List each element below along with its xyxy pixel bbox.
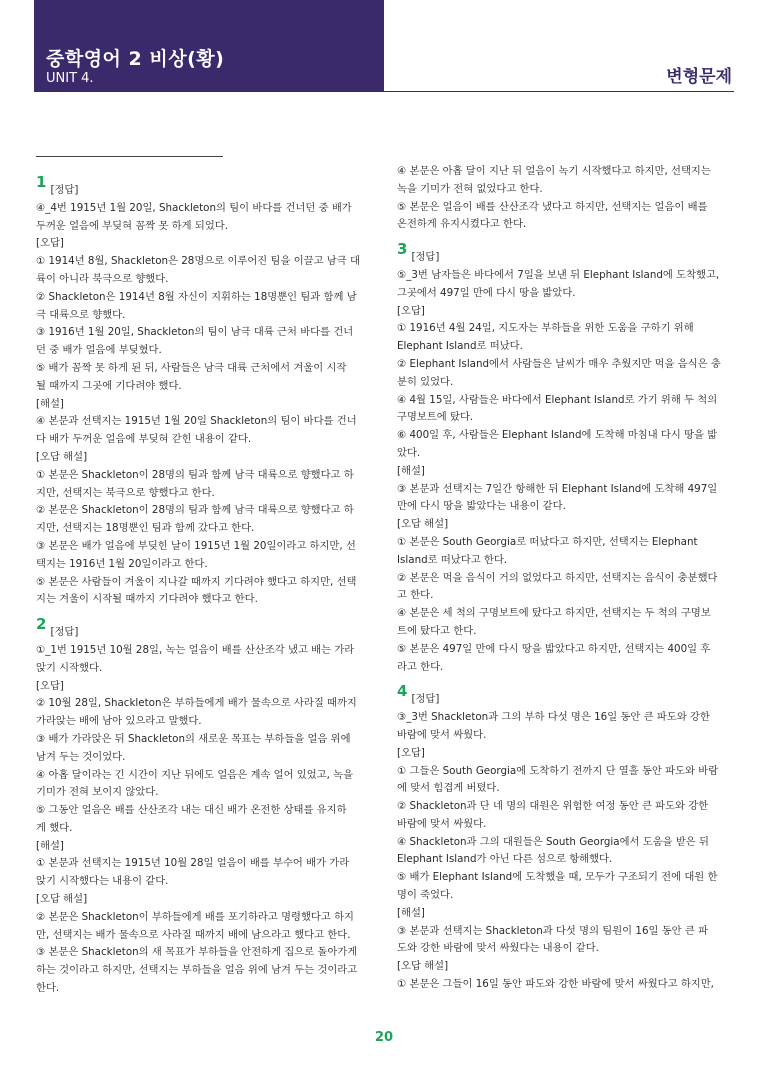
text-line: 트에 탔다고 한다. bbox=[397, 624, 477, 637]
text-line: 만, 선택지는 배가 물속으로 사라질 때까지 배에 남으라고 했다고 한다. bbox=[36, 928, 351, 941]
text-line: 라고 한다. bbox=[397, 660, 444, 673]
text-line: 구명보트에 탔다. bbox=[397, 411, 474, 424]
content-rule bbox=[36, 156, 223, 157]
answer-tag: [정답] bbox=[50, 626, 79, 639]
text-line: ④ 본문은 아홉 달이 지난 뒤 얼음이 녹기 시작했다고 하지만, 선택지는 bbox=[397, 165, 711, 177]
text-line: 앉기 시작했다. bbox=[36, 661, 103, 674]
section-label: 변형문제 bbox=[666, 67, 732, 87]
text-line: ③ 배가 가라앉은 뒤 Shackleton의 새로운 목표는 부하들을 얼음 위에 bbox=[36, 732, 351, 745]
answer-tag: [정답] bbox=[50, 184, 79, 196]
text-line: ② Shackleton과 단 네 명의 대원은 위험한 여정 동안 큰 파도와 강한 bbox=[397, 800, 709, 813]
page-number: 20 bbox=[374, 1030, 394, 1045]
text-line: 가라앉는 배에 남아 있으라고 말했다. bbox=[36, 715, 202, 728]
text-line: ⑤_3번 남자들은 바다에서 7일을 보낸 뒤 Elephant Island에 도착했고, bbox=[397, 268, 720, 281]
text-line: [오답 해설] bbox=[397, 518, 449, 531]
text-line: 륙이 아니라 북극으로 향했다. bbox=[36, 272, 169, 285]
text-line: Island로 떠났다고 한다. bbox=[397, 553, 508, 566]
text-line: ⑤ 본문은 497일 만에 다시 땅을 밟았다고 하지만, 선택지는 400일 후 bbox=[397, 642, 711, 655]
text-line: 았다. bbox=[397, 446, 421, 459]
question-heading bbox=[36, 172, 370, 200]
text-line: ③_3번 Shackleton과 그의 부하 다섯 명은 16일 동안 큰 파도와 강한 bbox=[397, 711, 710, 724]
answer-tag: [정답] bbox=[411, 251, 440, 264]
text-line: [오답 해설] bbox=[36, 450, 88, 463]
text-line: [오답] bbox=[397, 746, 425, 759]
text-line: ⑥ 400일 후, 사람들은 Elephant Island에 도착해 마침내 다시 땅을 밟 bbox=[397, 429, 718, 442]
text-line: [오답] bbox=[36, 237, 64, 250]
text-line: ④ 4월 15일, 사람들은 바다에서 Elephant Island로 가기 위해 두 척의 bbox=[397, 393, 718, 406]
text-line: 그곳에서 497일 만에 다시 땅을 밟았다. bbox=[397, 286, 576, 299]
text-line: ⑤ 본문은 얼음이 배를 산산조각 냈다고 하지만, 선택지는 얼음이 배를 bbox=[397, 200, 708, 213]
text-line: 게 했다. bbox=[36, 821, 73, 834]
text-line: 한다. bbox=[36, 982, 60, 995]
text-line: 도와 강한 바람에 맞서 싸웠다는 내용이 같다. bbox=[397, 942, 599, 955]
text-line: ④ 본문과 선택지는 1915년 1월 20일 Shackleton의 팀이 바다를 건너 bbox=[36, 415, 357, 428]
text-line: [오답 해설] bbox=[36, 893, 88, 906]
answer-block bbox=[397, 163, 731, 234]
text-line: 앉기 시작했다는 내용이 같다. bbox=[36, 875, 169, 888]
text-line: ② 본문은 Shackleton이 부하들에게 배를 포기하라고 명령했다고 하지 bbox=[36, 910, 354, 923]
text-line: [오답] bbox=[36, 679, 64, 692]
text-line: [해설] bbox=[36, 397, 64, 410]
text-line: ④ 본문은 세 척의 구명보트에 탔다고 하지만, 선택지는 두 척의 구명보 bbox=[397, 607, 711, 620]
text-line: [해설] bbox=[36, 839, 64, 852]
text-line: 하는 것이라고 하지만, 선택지는 부하들을 얼음 위에 남겨 두는 것이라고 bbox=[36, 964, 358, 977]
text-line: ③ 본문은 배가 얼음에 부딪힌 날이 1915년 1월 20일이라고 하지만, 선 bbox=[36, 539, 356, 552]
text-line: 지만, 선택지는 18명뿐인 팀과 함께 갔다고 한다. bbox=[36, 522, 255, 535]
text-line: ⑤ 그동안 얼음은 배를 산산조각 내는 대신 배가 온전한 상태를 유지하 bbox=[36, 804, 347, 817]
text-line: ④ Shackleton과 그의 대원들은 South Georgia에서 도움을 받은 뒤 bbox=[397, 835, 709, 848]
text-line: 될 때까지 그곳에 기다려야 했다. bbox=[36, 379, 182, 392]
answer-block bbox=[397, 681, 731, 994]
text-line: ① 본문은 South Georgia로 떠났다고 하지만, 선택지는 Elephant bbox=[397, 535, 698, 548]
text-line: ② 10월 28일, Shackleton은 부하들에게 배가 물속으로 사라질 때까지 bbox=[36, 697, 357, 710]
text-line: ① 본문과 선택지는 1915년 10월 28일 얼음이 배를 부수어 배가 가라 bbox=[36, 857, 350, 870]
answer-block bbox=[397, 239, 731, 676]
question-number: 3 bbox=[397, 240, 408, 259]
question-number: 2 bbox=[36, 615, 47, 634]
answer-tag: [정답] bbox=[411, 693, 440, 706]
text-line: 다 배가 두꺼운 얼음에 부딪혀 갇힌 내용이 같다. bbox=[36, 433, 252, 446]
left-column bbox=[36, 170, 370, 998]
text-line: ①_1번 1915년 10월 28일, 녹는 얼음이 배를 산산조각 냈고 배는 가라 bbox=[36, 643, 355, 656]
text-line: 지만, 선택지는 북극으로 향했다고 한다. bbox=[36, 486, 215, 499]
text-line: ⑤ 배가 Elephant Island에 도착했을 때, 모두가 구조되기 전에 대원 한 bbox=[397, 871, 718, 884]
text-line: [해설] bbox=[397, 906, 425, 919]
text-line: [해설] bbox=[397, 464, 425, 477]
text-line: 분히 있었다. bbox=[397, 375, 454, 388]
header-divider bbox=[384, 91, 734, 92]
text-line: Elephant Island로 떠났다. bbox=[397, 340, 523, 353]
text-line: ⑤ 본문은 사람들이 겨울이 지나갈 때까지 기다려야 했다고 하지만, 선택 bbox=[36, 575, 357, 588]
text-line: ② 본문은 Shackleton이 28명의 팀과 함께 남극 대륙으로 향했다고 하 bbox=[36, 504, 354, 517]
text-line: 택지는 1916년 1월 20일이라고 한다. bbox=[36, 557, 208, 570]
text-line: 명이 죽었다. bbox=[397, 889, 454, 902]
text-line: 녹을 기미가 전혀 없었다고 한다. bbox=[397, 182, 543, 195]
text-line: [오답] bbox=[397, 304, 425, 317]
text-line: ① 1914년 8월, Shackleton은 28명으로 이루어진 팀을 이끌고 남극 대 bbox=[36, 255, 360, 268]
right-column bbox=[397, 163, 731, 994]
text-line: ① 본문은 그들이 16일 동안 파도와 강한 바람에 맞서 싸웠다고 하지만, bbox=[397, 978, 714, 991]
text-line: 극 대륙으로 향했다. bbox=[36, 308, 126, 321]
question-heading bbox=[397, 239, 731, 267]
text-line: ④_4번 1915년 1월 20일, Shackleton의 팀이 바다를 건너던 중 배가 bbox=[36, 201, 352, 214]
question-number: 1 bbox=[36, 173, 47, 191]
text-line: [오답 해설] bbox=[397, 960, 449, 973]
text-line: 에 맞서 힘겹게 버텼다. bbox=[397, 782, 500, 795]
text-line: ③ 1916년 1월 20일, Shackleton의 팀이 남극 대륙 근처 바다를 건너 bbox=[36, 326, 354, 339]
text-line: 고 한다. bbox=[397, 589, 434, 602]
text-line: ③ 본문은 Shackleton의 새 목표가 부하들을 안전하게 집으로 돌아가게 bbox=[36, 946, 358, 959]
text-line: ③ 본문과 선택지는 7일간 항해한 뒤 Elephant Island에 도착해 497일 bbox=[397, 482, 718, 495]
text-line: ⑤ 배가 꼼짝 못 하게 된 뒤, 사람들은 남극 대륙 근처에서 겨울이 시작 bbox=[36, 361, 347, 374]
answer-block bbox=[36, 614, 370, 998]
text-line: 던 중 배가 얼음에 부딪혔다. bbox=[36, 344, 162, 357]
book-title: 중학영어 2 비상(황) bbox=[46, 48, 225, 70]
text-line: ① 1916년 4월 24일, 지도자는 부하들을 위한 도움을 구하기 위해 bbox=[397, 322, 694, 335]
text-line: ① 그들은 South Georgia에 도착하기 전까지 단 열흘 동안 파도와 바람 bbox=[397, 764, 719, 777]
text-line: ② Elephant Island에서 사람들은 날씨가 매우 추웠지만 먹을 음식은 충 bbox=[397, 357, 721, 370]
text-line: ② 본문은 먹을 음식이 거의 없었다고 하지만, 선택지는 음식이 충분했다 bbox=[397, 571, 718, 584]
text-line: Elephant Island가 아닌 다른 섬으로 항해했다. bbox=[397, 853, 613, 866]
text-line: 바람에 맞서 싸웠다. bbox=[397, 728, 487, 741]
text-line: 두꺼운 얼음에 부딪혀 꼼짝 못 하게 되었다. bbox=[36, 219, 229, 232]
unit-label: UNIT 4. bbox=[46, 71, 94, 86]
text-line: 온전하게 유지시켰다고 한다. bbox=[397, 218, 527, 231]
text-line: ④ 아홉 달이라는 긴 시간이 지난 뒤에도 얼음은 계속 얼어 있었고, 녹을 bbox=[36, 768, 354, 781]
question-number: 4 bbox=[397, 682, 408, 701]
text-line: 남겨 두는 것이었다. bbox=[36, 750, 126, 763]
text-line: ③ 본문과 선택지는 Shackleton과 다섯 명의 팀원이 16일 동안 큰 파 bbox=[397, 924, 709, 937]
question-heading bbox=[397, 681, 731, 709]
answer-block bbox=[36, 172, 370, 609]
text-line: 기미가 전혀 보이지 않았다. bbox=[36, 786, 159, 799]
text-line: ① 본문은 Shackleton이 28명의 팀과 함께 남극 대륙으로 향했다고 하 bbox=[36, 468, 354, 481]
question-heading bbox=[36, 614, 370, 642]
text-line: 지는 겨울이 시작될 때까지 기다려야 했다고 한다. bbox=[36, 593, 258, 606]
text-line: 만에 다시 땅을 밟았다는 내용이 같다. bbox=[397, 500, 566, 513]
text-line: 바람에 맞서 싸웠다. bbox=[397, 817, 487, 830]
text-line: ② Shackleton은 1914년 8월 자신이 지휘하는 18명뿐인 팀과 함께 남 bbox=[36, 290, 357, 303]
